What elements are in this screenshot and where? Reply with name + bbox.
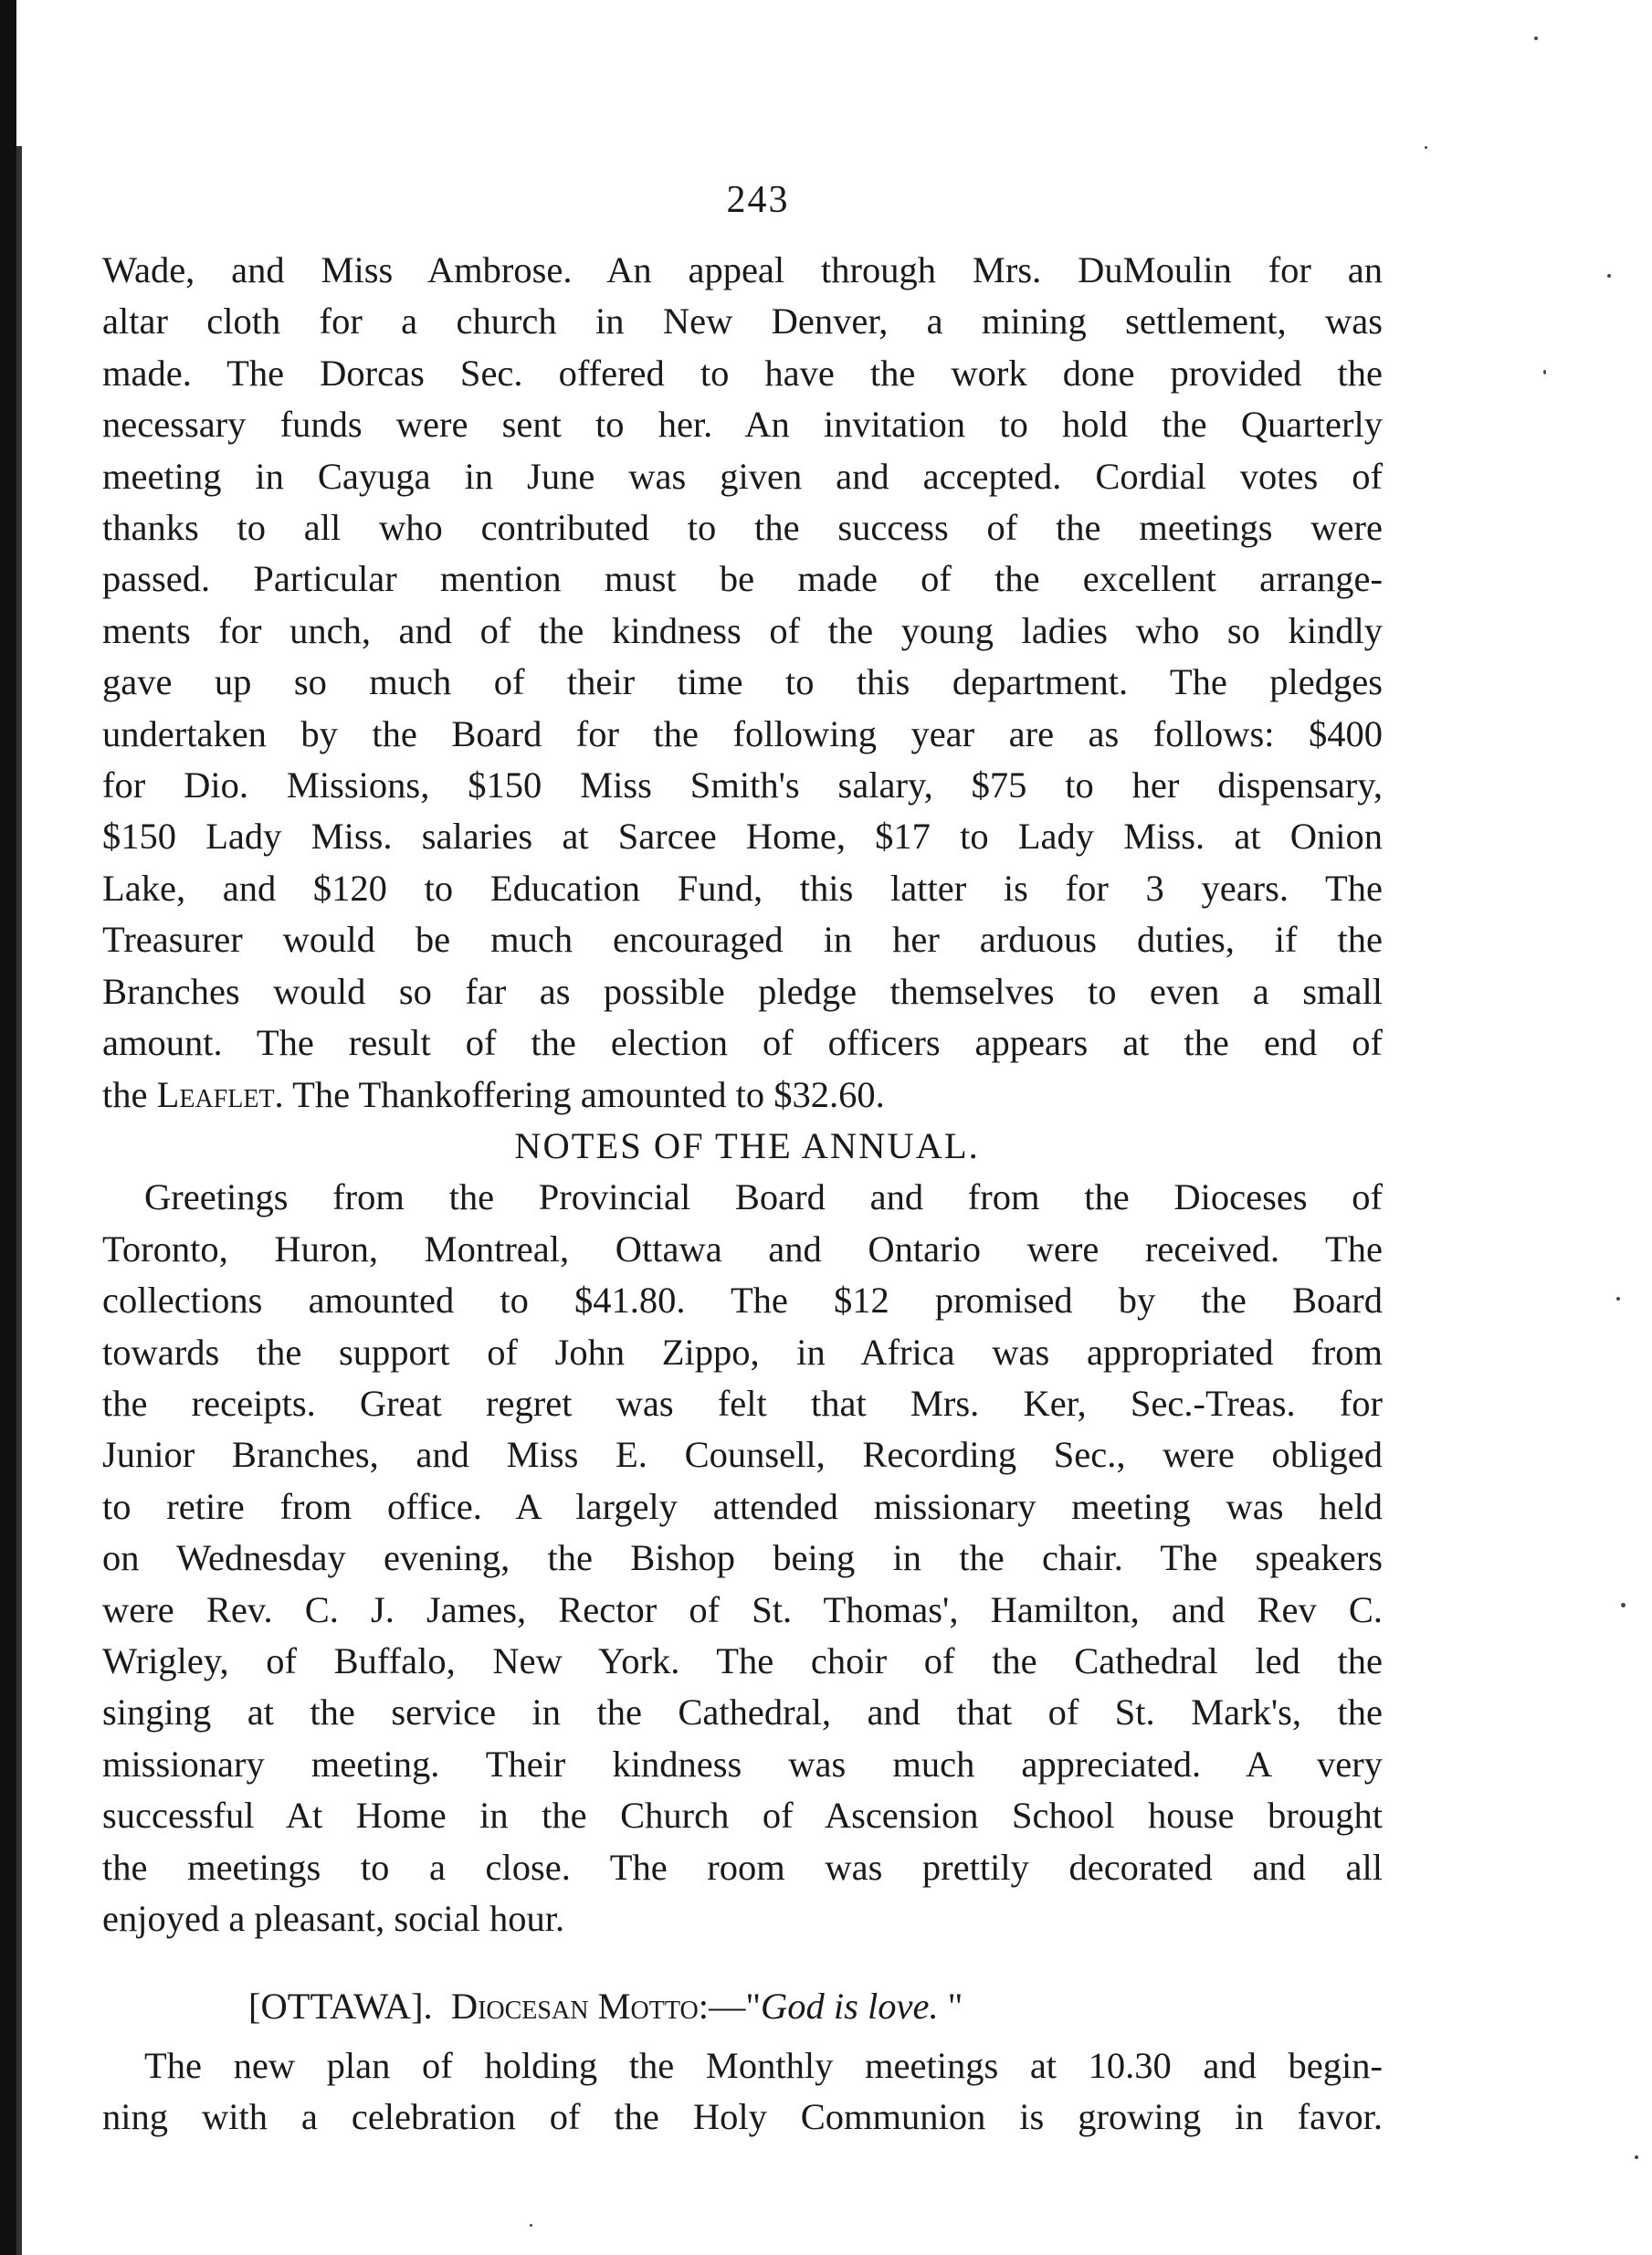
diocese-name: [OTTAWA]. <box>248 1986 433 2028</box>
text-line: Wrigley, of Buffalo, New York. The choir of the Cathedral led the <box>102 1639 1383 1681</box>
text-line-last <box>102 1070 1383 1121</box>
scan-speck <box>1607 274 1611 278</box>
text-line: meeting in Cayuga in June was given and accepted. Cordial votes of <box>102 455 1383 497</box>
text-line: The new plan of holding the Monthly meetings at 10.30 and begin- <box>144 2044 1383 2086</box>
text-line: altar cloth for a church in New Denver, a mining settlement, was <box>102 300 1383 342</box>
scan-speck <box>1621 1603 1626 1607</box>
text-line: for Dio. Missions, $150 Miss Smith's salary, $75 to her dispensary, <box>102 764 1383 806</box>
paragraph-2 <box>102 1172 1383 1944</box>
scan-speck <box>1635 2155 1638 2159</box>
scan-speck <box>530 2224 532 2227</box>
section-heading: NOTES OF THE ANNUAL. <box>514 1124 980 1166</box>
text-line: to retire from office. A largely attended missionary meeting was held <box>102 1485 1383 1527</box>
text-line: were Rev. C. J. James, Rector of St. Thomas', Hamilton, and Rev C. <box>102 1588 1383 1630</box>
text-line: Wade, and Miss Ambrose. An appeal through Mrs. DuMoulin for an <box>102 249 1383 290</box>
text-line: on Wednesday evening, the Bishop being in the chair. The speakers <box>102 1537 1383 1579</box>
text-line: thanks to all who contributed to the success of the meetings were <box>102 507 1383 549</box>
text-line: Treasurer would be much encouraged in her arduous duties, if the <box>102 919 1383 961</box>
scan-speck <box>1534 37 1538 40</box>
text-line: $150 Lady Miss. salaries at Sarcee Home, $17 to Lady Miss. at Onion <box>102 816 1383 858</box>
diocesan-motto <box>102 1981 1383 2032</box>
text-line: ments for unch, and of the kindness of the young ladies who so kindly <box>102 609 1383 651</box>
paragraph-1 <box>102 245 1383 1121</box>
text-line: Junior Branches, and Miss E. Counsell, Recording Sec., were obliged <box>102 1434 1383 1476</box>
text-line: the receipts. Great regret was felt that Mrs. Ker, Sec.-Treas. for <box>102 1382 1383 1424</box>
leaflet-title: Leaflet. <box>156 1073 284 1115</box>
page-binding-edge <box>0 0 16 2255</box>
motto-close: " <box>938 1986 963 2028</box>
text-line: gave up so much of their time to this department. The pledges <box>102 661 1383 703</box>
page-number: 243 <box>726 179 790 221</box>
scan-speck <box>1425 146 1427 149</box>
text-line: Greetings from the Provincial Board and from the Dioceses of <box>144 1176 1383 1218</box>
page-text <box>102 245 1383 2144</box>
text-line: ning with a celebration of the Holy Communion is growing in favor. <box>102 2096 1383 2138</box>
text-line: the meetings to a close. The room was prettily decorated and all <box>102 1846 1383 1888</box>
text-line: collections amounted to $41.80. The $12 promised by the Board <box>102 1280 1383 1322</box>
text-line: passed. Particular mention must be made of the excellent arrange- <box>102 558 1383 600</box>
text-line: amount. The result of the election of officers appears at the end of <box>102 1022 1383 1064</box>
text-line-last: enjoyed a pleasant, social hour. <box>102 1898 565 1939</box>
text-line: Branches would so far as possible pledge themselves to even a small <box>102 970 1383 1012</box>
text-line: towards the support of John Zippo, in Africa was appropriated from <box>102 1331 1383 1373</box>
text-line: successful At Home in the Church of Ascension School house brought <box>102 1795 1383 1837</box>
text-line: undertaken by the Board for the following year are as follows: $400 <box>102 712 1383 754</box>
text-fragment: the <box>102 1073 157 1115</box>
page-binding-shadow <box>16 146 22 2255</box>
motto-text: God is love. <box>760 1986 939 2028</box>
scan-speck <box>1616 1297 1620 1301</box>
text-line: Lake, and $120 to Education Fund, this latter is for 3 years. The <box>102 867 1383 909</box>
scan-speck <box>1543 370 1546 374</box>
text-line: singing at the service in the Cathedral, and that of St. Mark's, the <box>102 1691 1383 1733</box>
section-gap <box>102 1944 1383 1981</box>
text-line: missionary meeting. Their kindness was much appreciated. A very <box>102 1743 1383 1785</box>
text-line: made. The Dorcas Sec. offered to have the work done provided the <box>102 352 1383 394</box>
text-fragment: The Thankoffering amounted to $32.60. <box>283 1073 885 1115</box>
text-line: Toronto, Huron, Montreal, Ottawa and Ontario were received. The <box>102 1228 1383 1270</box>
motto-label: Diocesan Motto:—" <box>450 1986 761 2028</box>
text-line: necessary funds were sent to her. An invitation to hold the Quarterly <box>102 404 1383 446</box>
paragraph-3 <box>102 2040 1383 2144</box>
